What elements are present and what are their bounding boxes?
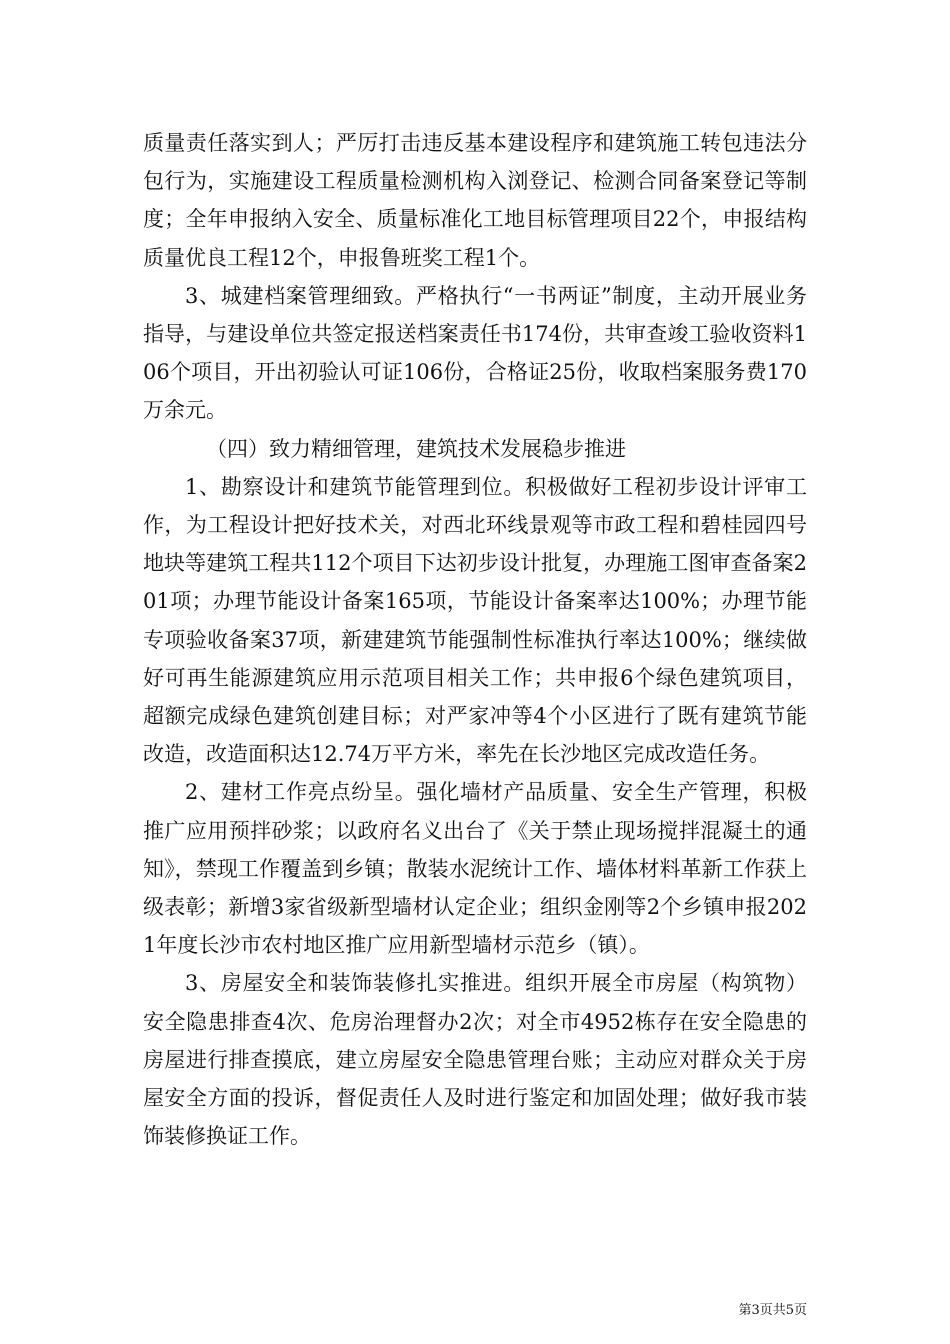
paragraph-building-materials: 2、建材工作亮点纷呈。强化墙材产品质量、安全生产管理，积极推广应用预拌砂浆；以政府名义出台了《关于禁止现场搅拌混凝土的通知》，禁现工作覆盖到乡镇；散装水泥统计工作、墙体材料革新工作获上级表彰；新增3家省级新型墙材认定企业；组织金刚等2个乡镇申报2021年度长沙市农村地区推广应用新型墙材示范乡（镇）。 (143, 780, 807, 958)
paragraph-quality-responsibility: 质量责任落实到人；严厉打击违反基本建设程序和建筑施工转包违法分包行为，实施建设工程质量检测机构入浏登记、检测合同备案登记等制度；全年申报纳入安全、质量标准化工地目标管理项目22个，申报结构质量优良工程12个，申报鲁班奖工程1个。 (143, 131, 807, 270)
paragraph-housing-safety-decoration: 3、房屋安全和装饰装修扎实推进。组织开展全市房屋（构筑物）安全隐患排查4次、危房治理督办2次；对全市4952栋存在安全隐患的房屋进行排查摸底，建立房屋安全隐患管理台账；主动应对群众关于房屋安全方面的投诉，督促责任人及时进行鉴定和加固处理；做好我市装饰装修换证工作。 (143, 971, 807, 1149)
paragraph-survey-design-energy: 1、勘察设计和建筑节能管理到位。积极做好工程初步设计评审工作，为工程设计把好技术关，对西北环线景观等市政工程和碧桂园四号地块等建筑工程共112个项目下达初步设计批复，办理施工图审查备案201项；办理节能设计备案165项，节能设计备案率达100%；办理节能专项验收备案37项，新建建筑节能强制性标准执行率达100%；继续做好可再生能源建筑应用示范项目相关工作；共申报6个绿色建筑项目，超额完成绿色建筑创建目标；对严家冲等4个小区进行了既有建筑节能改造，改造面积达12.74万平方米，率先在长沙地区完成改造任务。 (143, 474, 807, 767)
page-number-footer: 第3页共5页 (738, 1303, 807, 1318)
paragraph-urban-archives: 3、城建档案管理细致。严格执行“一书两证”制度，主动开展业务指导，与建设单位共签定报送档案责任书174份，共审查竣工验收资料106个项目，开出初验认可证106份，合格证25份，收取档案服务费170万余元。 (143, 283, 807, 423)
section-heading-building-technology: （四）致力精细管理，建筑技术发展稳步推进 (206, 436, 626, 461)
document-body (143, 124, 807, 1155)
